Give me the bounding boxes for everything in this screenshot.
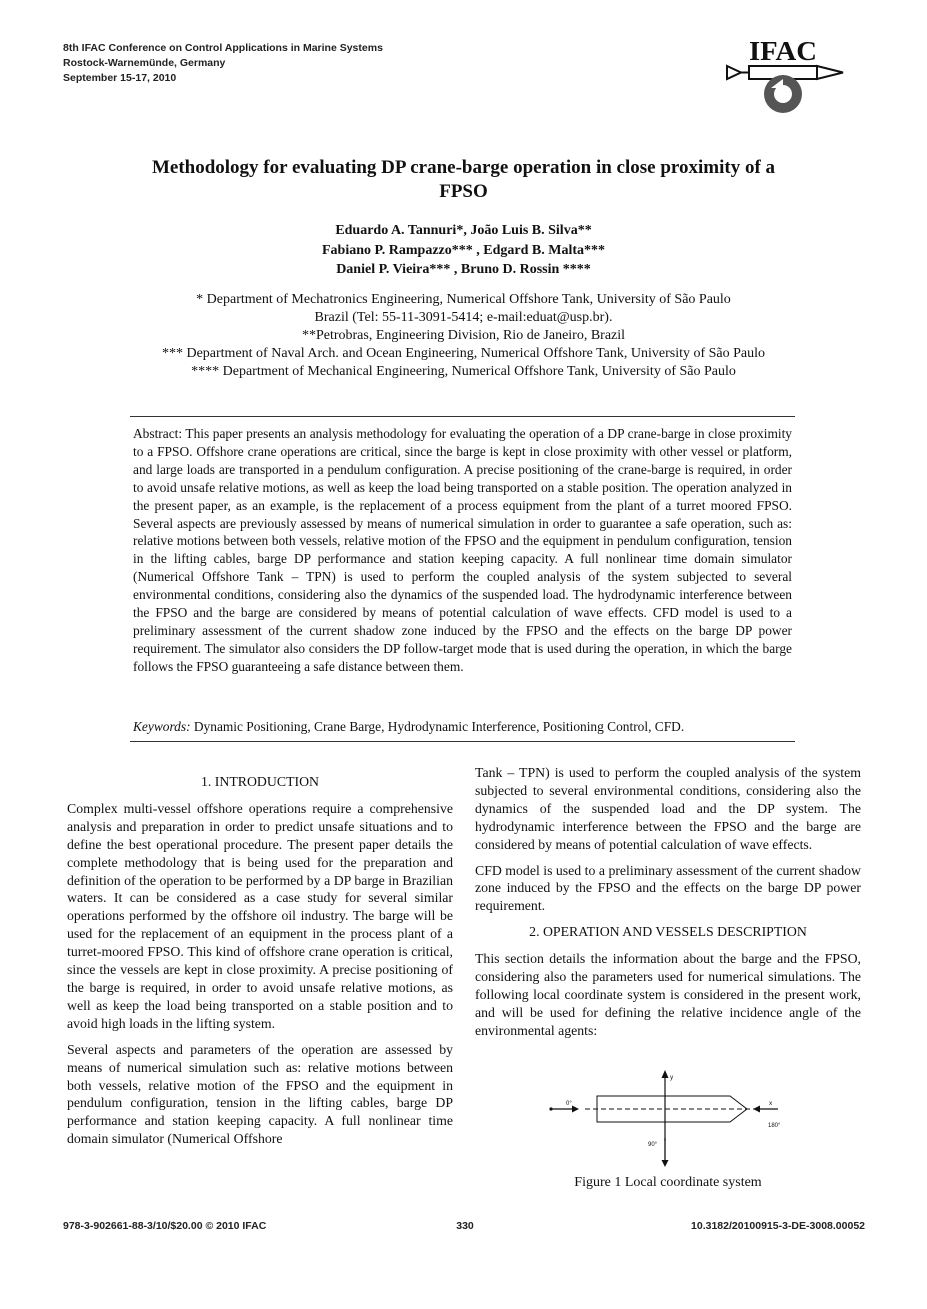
- affiliation-line: **** Department of Mechanical Engineering, Numerical Offshore Tank, University of São Paulo: [191, 364, 736, 379]
- figure-caption: Figure 1 Local coordinate system: [574, 1175, 762, 1190]
- section-title-operation: 2. OPERATION AND VESSELS DESCRIPTION: [529, 924, 807, 940]
- conference-date: September 15-17, 2010: [63, 72, 177, 84]
- affiliation-line: * Department of Mechatronics Engineering, Numerical Offshore Tank, University of São Paulo: [196, 292, 731, 307]
- ifac-logo-text: IFAC: [749, 36, 817, 66]
- author-list: [70, 221, 857, 280]
- affiliation-line: **Petrobras, Engineering Division, Rio de Janeiro, Brazil: [301, 328, 626, 343]
- label-0-deg: 0°: [566, 1101, 572, 1107]
- conference-location: Rostock-Warnemünde, Germany: [63, 57, 226, 69]
- ifac-logo: [725, 36, 850, 118]
- paper-title: [70, 156, 857, 204]
- right-column: [475, 764, 861, 1048]
- title-line-2: FPSO: [439, 181, 488, 202]
- keywords-label: Keywords:: [133, 719, 191, 734]
- author-line: Eduardo A. Tannuri*, João Luis B. Silva**: [335, 223, 592, 238]
- affiliation-list: [70, 291, 857, 381]
- keywords-text: Dynamic Positioning, Crane Barge, Hydrodynamic Interference, Positioning Control, CFD.: [190, 719, 685, 734]
- abstract-top-rule: [130, 416, 795, 417]
- author-line: Fabiano P. Rampazzo*** , Edgard B. Malta***: [322, 242, 605, 258]
- y-axis-arrowhead: [662, 1070, 669, 1078]
- footer-isbn: 978-3-902661-88-3/10/$20.00 © 2010 IFAC: [63, 1220, 267, 1232]
- arrow-90-deg-head: [662, 1160, 669, 1167]
- affiliation-line: Brazil (Tel: 55-11-3091-5414; e-mail:eduat@usp.br).: [314, 310, 613, 325]
- footer-page-number: 330: [456, 1220, 474, 1232]
- body-paragraph: CFD model is used to a preliminary assessment of the current shadow zone induced by the FPSO and the effects on the barge DP power requirement.: [475, 862, 861, 914]
- keywords: [133, 718, 792, 736]
- label-180-deg: 180°: [768, 1123, 781, 1129]
- footer-doi: 10.3182/20100915-3-DE-3008.00052: [691, 1220, 865, 1232]
- author-line: Daniel P. Vieira*** , Bruno D. Rossin ****: [336, 262, 591, 277]
- label-90-deg: 90°: [648, 1142, 658, 1148]
- body-paragraph: This section details the information about the barge and the FPSO, considering also the parameters used for numerical simulations. The following local coordinate system is considered in the present work, and will be used for defining the relative incidence angle of the environmental agents:: [475, 951, 861, 1038]
- body-paragraph: Tank – TPN) is used to perform the coupled analysis of the system subjected to several environmental conditions, considering also the dynamics of the suspended load and the DP system. The hydrodynamic interference between the FPSO and the barge are considered by means of potential calculation of wave effects.: [475, 765, 861, 852]
- arrow-0-deg-head: [572, 1106, 579, 1113]
- abstract-bottom-rule: [130, 741, 795, 742]
- body-paragraph: Complex multi-vessel offshore operations require a comprehensive analysis and preparation in order to predict unsafe situations and to define the best operational procedure. The present paper details the complete methodology that is being used for the preparation and definition of the operation to be performed by a DP barge in Brazilian waters. It can be considered as a case study for several similar operations performed by the offshore oil industry. The barge will be used for the replacement of an equipment in the process plant of a turret-moored FPSO. This kind of offshore crane operation is critical, since the vessels are kept in close proximity. A precise positioning of the barge is required, in order to avoid unsafe relative motions, as well as keep the load being transported on a stable position and to avoid high loads in the lifting system.: [67, 800, 453, 1031]
- left-column: [67, 773, 453, 1156]
- affiliation-line: *** Department of Naval Arch. and Ocean Engineering, Numerical Offshore Tank, University of São Paulo: [161, 346, 766, 361]
- y-label: y: [670, 1074, 674, 1081]
- abstract: Abstract: This paper presents an analysis methodology for evaluating the operation of a DP crane-barge in close proximity to a FPSO. Offshore crane operations are critical, since the barge is kept in close proximity with other vessel or platform, and large loads are transported in a pendulum configuration. A precise positioning of the crane-barge is required, in order to avoid unsafe relative motions, as well as keep the load being transported on a stable position. The operation analyzed in the present paper, as an example, is the replacement of a process equipment from the plant of a turret moored FPSO. Several aspects are previously assessed by means of numerical simulation in order to guarantee a safe operation, such as: relative motions between both vessels, relative motion of the FPSO and the equipment in pendulum configuration, tension in the lifting cables, barge DP performance and station keeping capacity. A full nonlinear time domain simulator (Numerical Offshore Tank – TPN) is used to perform the coupled analysis of the system subjected to several environmental conditions, considering also the dynamics of the suspended load. The hydrodynamic interference between the FPSO and the barge are considered by means of potential calculation of wave effects. CFD model is used to a preliminary assessment of the current shadow zone induced by the FPSO and the effects on the barge DP power requirement. The simulator also considers the DP follow-target mode that is used during the operation, in which the barge follows the FPSO guaranteeing a safe distance between them.: [133, 426, 792, 674]
- x-label: x: [769, 1100, 773, 1107]
- arrow-180-deg-head: [753, 1106, 760, 1113]
- conference-name: 8th IFAC Conference on Control Applications in Marine Systems: [63, 42, 383, 54]
- section-title-introduction: 1. INTRODUCTION: [200, 774, 320, 789]
- conference-header: [63, 41, 383, 86]
- title-line-1: Methodology for evaluating DP crane-barge operation in close proximity of a: [151, 157, 776, 178]
- body-paragraph: Several aspects and parameters of the operation are assessed by means of numerical simulation such as: relative motions between both vessels, relative motion of the FPSO and the equipment in pendulum configuration, tension in the lifting cables, barge DP performance and station keeping capacity. A full nonlinear time domain simulator (Numerical Offshore: [67, 1041, 453, 1147]
- figure-coordinate-system: [545, 1066, 795, 1176]
